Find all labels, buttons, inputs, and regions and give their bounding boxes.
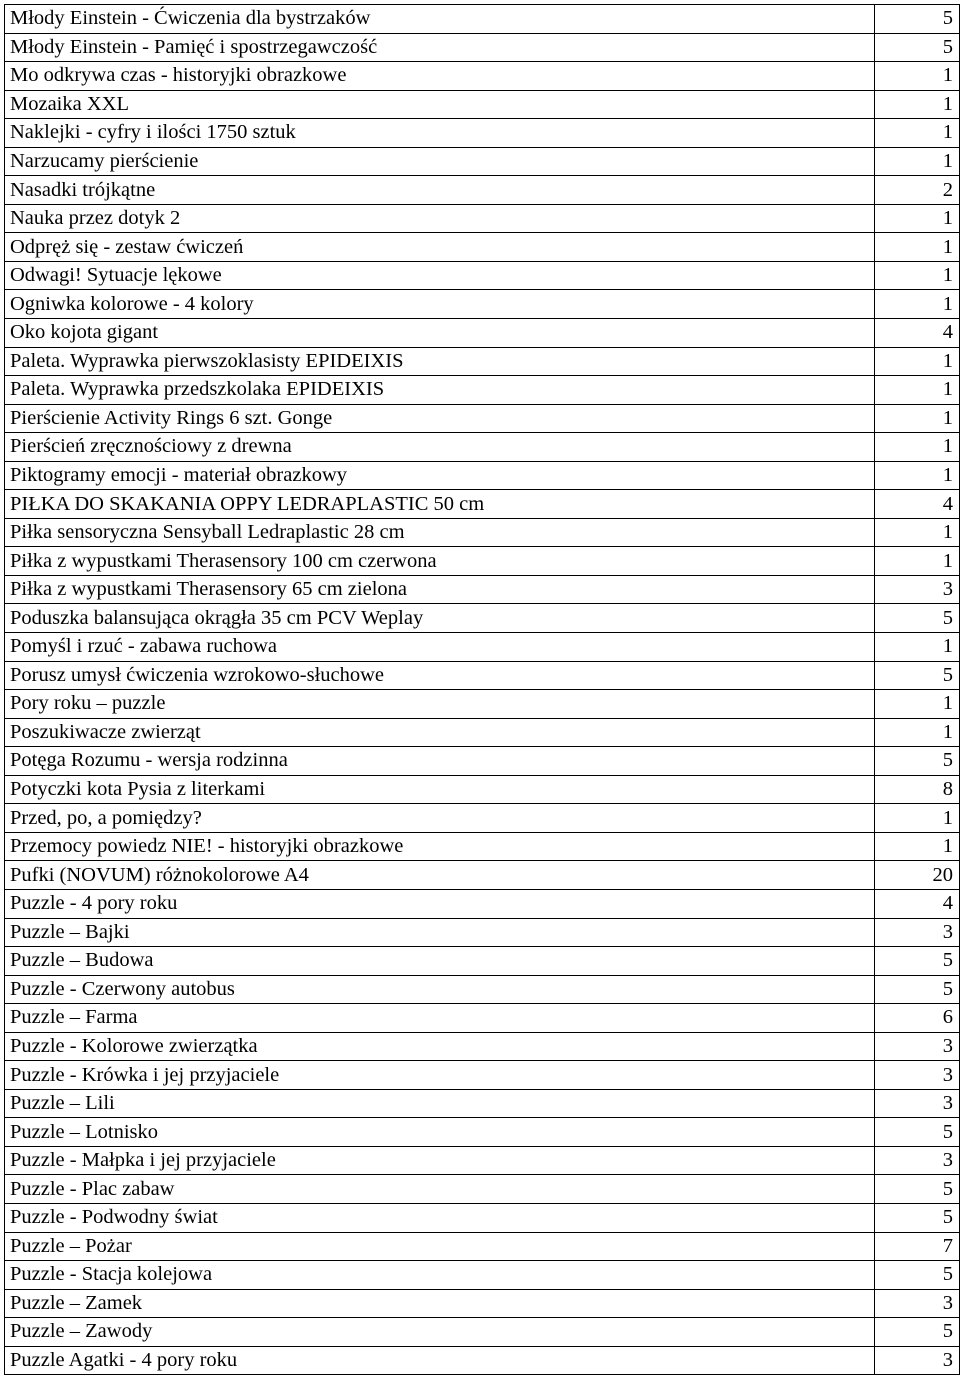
item-name-cell: Pory roku – puzzle xyxy=(5,690,875,719)
item-name-cell: Puzzle - Kolorowe zwierzątka xyxy=(5,1032,875,1061)
item-quantity-cell: 8 xyxy=(875,775,960,804)
table-row xyxy=(5,62,960,91)
item-name-cell: Puzzle – Lili xyxy=(5,1089,875,1118)
item-quantity-cell: 3 xyxy=(875,1061,960,1090)
item-quantity-cell: 5 xyxy=(875,1175,960,1204)
item-quantity-cell: 1 xyxy=(875,404,960,433)
item-name-cell: PIŁKA DO SKAKANIA OPPY LEDRAPLASTIC 50 cm xyxy=(5,490,875,519)
table-row xyxy=(5,1089,960,1118)
item-quantity-cell: 5 xyxy=(875,604,960,633)
item-quantity-cell: 1 xyxy=(875,804,960,833)
item-name-cell: Puzzle – Bajki xyxy=(5,918,875,947)
item-quantity-cell: 5 xyxy=(875,1203,960,1232)
item-name-cell: Piktogramy emocji - materiał obrazkowy xyxy=(5,461,875,490)
table-row xyxy=(5,319,960,348)
item-name-cell: Porusz umysł ćwiczenia wzrokowo-słuchowe xyxy=(5,661,875,690)
item-name-cell: Puzzle - Stacja kolejowa xyxy=(5,1261,875,1290)
item-name-cell: Puzzle – Lotnisko xyxy=(5,1118,875,1147)
item-name-cell: Potęga Rozumu - wersja rodzinna xyxy=(5,747,875,776)
table-row xyxy=(5,518,960,547)
item-quantity-cell: 3 xyxy=(875,1289,960,1318)
item-name-cell: Puzzle - Małpka i jej przyjaciele xyxy=(5,1146,875,1175)
item-name-cell: Puzzle - Krówka i jej przyjaciele xyxy=(5,1061,875,1090)
item-quantity-cell: 1 xyxy=(875,633,960,662)
table-row xyxy=(5,1261,960,1290)
item-name-cell: Puzzle – Pożar xyxy=(5,1232,875,1261)
item-quantity-cell: 1 xyxy=(875,119,960,148)
table-row xyxy=(5,633,960,662)
item-quantity-cell: 5 xyxy=(875,1261,960,1290)
item-name-cell: Paleta. Wyprawka przedszkolaka EPIDEIXIS xyxy=(5,376,875,405)
item-quantity-cell: 1 xyxy=(875,433,960,462)
table-row xyxy=(5,119,960,148)
item-quantity-cell: 5 xyxy=(875,661,960,690)
table-row xyxy=(5,347,960,376)
item-name-cell: Przemocy powiedz NIE! - historyjki obrazkowe xyxy=(5,832,875,861)
item-quantity-cell: 1 xyxy=(875,347,960,376)
item-name-cell: Puzzle – Budowa xyxy=(5,947,875,976)
item-quantity-cell: 5 xyxy=(875,33,960,62)
item-quantity-cell: 1 xyxy=(875,233,960,262)
table-row xyxy=(5,1004,960,1033)
item-quantity-cell: 1 xyxy=(875,461,960,490)
item-quantity-cell: 5 xyxy=(875,5,960,34)
item-name-cell: Puzzle - Plac zabaw xyxy=(5,1175,875,1204)
item-name-cell: Pufki (NOVUM) różnokolorowe A4 xyxy=(5,861,875,890)
table-row xyxy=(5,261,960,290)
item-quantity-cell: 1 xyxy=(875,376,960,405)
item-name-cell: Ogniwka kolorowe - 4 kolory xyxy=(5,290,875,319)
table-row xyxy=(5,947,960,976)
item-name-cell: Mo odkrywa czas - historyjki obrazkowe xyxy=(5,62,875,91)
table-row xyxy=(5,490,960,519)
item-quantity-cell: 5 xyxy=(875,1118,960,1147)
table-row xyxy=(5,1203,960,1232)
table-row xyxy=(5,204,960,233)
item-quantity-cell: 3 xyxy=(875,1032,960,1061)
inventory-table xyxy=(4,4,960,1375)
item-quantity-cell: 3 xyxy=(875,918,960,947)
item-name-cell: Odpręż się - zestaw ćwiczeń xyxy=(5,233,875,262)
item-name-cell: Nauka przez dotyk 2 xyxy=(5,204,875,233)
item-quantity-cell: 6 xyxy=(875,1004,960,1033)
table-row xyxy=(5,1318,960,1347)
item-quantity-cell: 1 xyxy=(875,832,960,861)
item-name-cell: Puzzle Agatki - 4 pory roku xyxy=(5,1346,875,1375)
table-row xyxy=(5,147,960,176)
item-quantity-cell: 5 xyxy=(875,975,960,1004)
item-quantity-cell: 1 xyxy=(875,261,960,290)
table-row xyxy=(5,747,960,776)
table-row xyxy=(5,1289,960,1318)
item-quantity-cell: 3 xyxy=(875,1089,960,1118)
table-row xyxy=(5,661,960,690)
item-name-cell: Poszukiwacze zwierząt xyxy=(5,718,875,747)
table-row xyxy=(5,376,960,405)
item-quantity-cell: 1 xyxy=(875,547,960,576)
table-row xyxy=(5,33,960,62)
item-quantity-cell: 4 xyxy=(875,889,960,918)
item-quantity-cell: 1 xyxy=(875,90,960,119)
table-row xyxy=(5,775,960,804)
item-name-cell: Puzzle – Zawody xyxy=(5,1318,875,1347)
item-name-cell: Mozaika XXL xyxy=(5,90,875,119)
item-quantity-cell: 4 xyxy=(875,319,960,348)
table-row xyxy=(5,575,960,604)
item-name-cell: Puzzle – Zamek xyxy=(5,1289,875,1318)
table-row xyxy=(5,290,960,319)
item-quantity-cell: 7 xyxy=(875,1232,960,1261)
item-name-cell: Piłka z wypustkami Therasensory 100 cm czerwona xyxy=(5,547,875,576)
item-quantity-cell: 1 xyxy=(875,290,960,319)
table-row xyxy=(5,918,960,947)
item-quantity-cell: 5 xyxy=(875,947,960,976)
item-name-cell: Piłka sensoryczna Sensyball Ledraplastic 28 cm xyxy=(5,518,875,547)
item-quantity-cell: 1 xyxy=(875,718,960,747)
table-row xyxy=(5,176,960,205)
table-row xyxy=(5,975,960,1004)
item-quantity-cell: 5 xyxy=(875,747,960,776)
table-row xyxy=(5,1175,960,1204)
item-quantity-cell: 1 xyxy=(875,147,960,176)
table-row xyxy=(5,832,960,861)
item-quantity-cell: 1 xyxy=(875,204,960,233)
item-name-cell: Puzzle - 4 pory roku xyxy=(5,889,875,918)
item-name-cell: Puzzle – Farma xyxy=(5,1004,875,1033)
item-name-cell: Pomyśl i rzuć - zabawa ruchowa xyxy=(5,633,875,662)
table-row xyxy=(5,404,960,433)
table-row xyxy=(5,1118,960,1147)
item-name-cell: Puzzle - Podwodny świat xyxy=(5,1203,875,1232)
item-name-cell: Poduszka balansująca okrągła 35 cm PCV Weplay xyxy=(5,604,875,633)
table-row xyxy=(5,547,960,576)
table-row xyxy=(5,90,960,119)
item-name-cell: Paleta. Wyprawka pierwszoklasisty EPIDEIXIS xyxy=(5,347,875,376)
item-quantity-cell: 3 xyxy=(875,1346,960,1375)
item-name-cell: Narzucamy pierścienie xyxy=(5,147,875,176)
item-name-cell: Młody Einstein - Ćwiczenia dla bystrzaków xyxy=(5,5,875,34)
item-quantity-cell: 3 xyxy=(875,1146,960,1175)
item-name-cell: Pierścienie Activity Rings 6 szt. Gonge xyxy=(5,404,875,433)
item-name-cell: Przed, po, a pomiędzy? xyxy=(5,804,875,833)
table-row xyxy=(5,1346,960,1375)
item-quantity-cell: 20 xyxy=(875,861,960,890)
table-row xyxy=(5,861,960,890)
table-row xyxy=(5,604,960,633)
item-quantity-cell: 4 xyxy=(875,490,960,519)
table-row xyxy=(5,690,960,719)
item-name-cell: Pierścień zręcznościowy z drewna xyxy=(5,433,875,462)
item-quantity-cell: 3 xyxy=(875,575,960,604)
table-row xyxy=(5,433,960,462)
table-row xyxy=(5,1146,960,1175)
item-name-cell: Oko kojota gigant xyxy=(5,319,875,348)
item-quantity-cell: 1 xyxy=(875,62,960,91)
table-row xyxy=(5,1061,960,1090)
item-name-cell: Puzzle - Czerwony autobus xyxy=(5,975,875,1004)
item-name-cell: Naklejki - cyfry i ilości 1750 sztuk xyxy=(5,119,875,148)
inventory-body xyxy=(5,5,960,1375)
item-name-cell: Odwagi! Sytuacje lękowe xyxy=(5,261,875,290)
item-name-cell: Potyczki kota Pysia z literkami xyxy=(5,775,875,804)
table-row xyxy=(5,5,960,34)
table-row xyxy=(5,233,960,262)
table-row xyxy=(5,1032,960,1061)
item-quantity-cell: 2 xyxy=(875,176,960,205)
item-name-cell: Piłka z wypustkami Therasensory 65 cm zielona xyxy=(5,575,875,604)
item-quantity-cell: 5 xyxy=(875,1318,960,1347)
item-quantity-cell: 1 xyxy=(875,690,960,719)
item-name-cell: Młody Einstein - Pamięć i spostrzegawczość xyxy=(5,33,875,62)
table-row xyxy=(5,718,960,747)
table-row xyxy=(5,804,960,833)
table-row xyxy=(5,889,960,918)
table-row xyxy=(5,461,960,490)
table-row xyxy=(5,1232,960,1261)
inventory-sheet xyxy=(4,4,959,1375)
item-name-cell: Nasadki trójkątne xyxy=(5,176,875,205)
item-quantity-cell: 1 xyxy=(875,518,960,547)
